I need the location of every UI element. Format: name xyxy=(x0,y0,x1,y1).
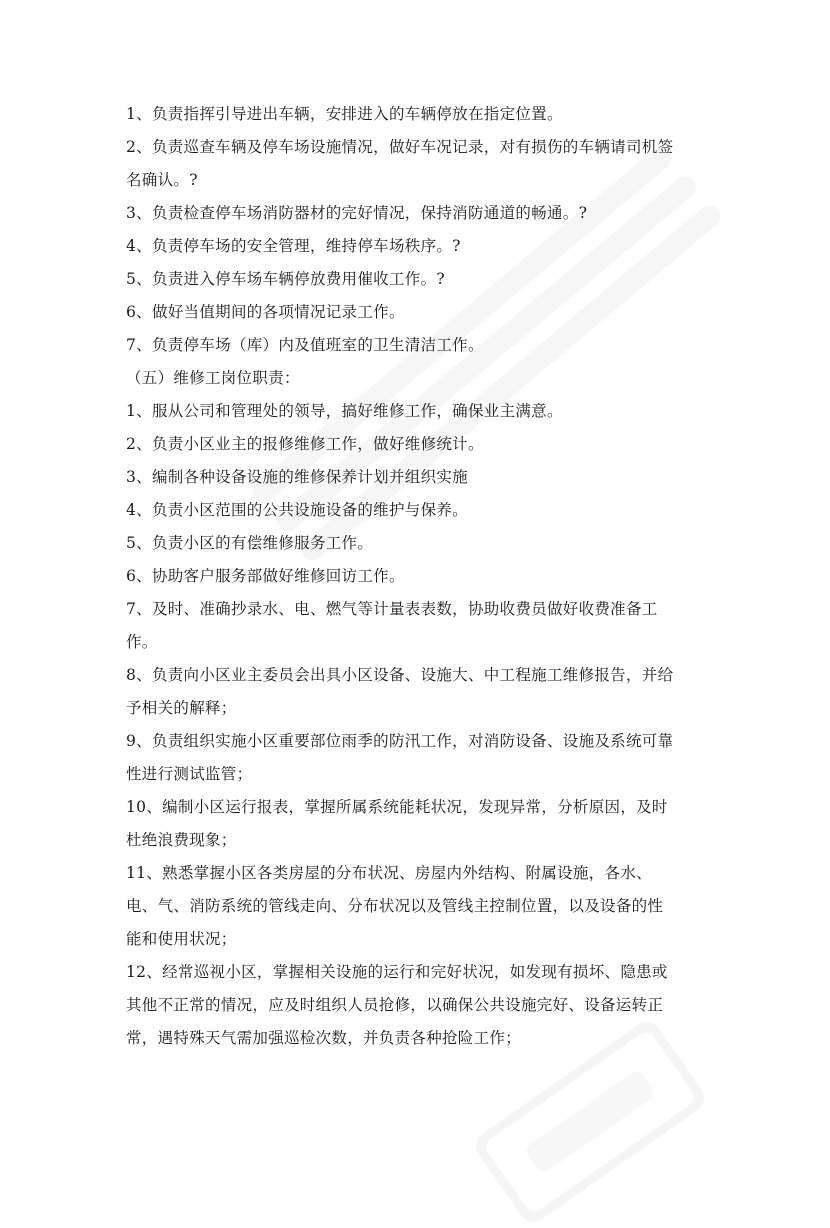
text-line: 6、协助客户服务部做好维修回访工作。 xyxy=(126,567,405,585)
text-line: 6、做好当值期间的各项情况记录工作。 xyxy=(126,303,405,321)
text-line: 名确认。? xyxy=(126,171,198,189)
text-line: 常，遇特殊天气需加强巡检次数，并负责各种抢险工作； xyxy=(126,1029,522,1047)
text-line: 作。 xyxy=(126,633,158,651)
text-line: 其他不正常的情况，应及时组织人员抢修，以确保公共设施完好、设备运转正 xyxy=(126,996,664,1014)
text-line: 10、编制小区运行报表，掌握所属系统能耗状况，发现异常，分析原因，及时 xyxy=(126,798,668,816)
text-line: 1、负责指挥引导进出车辆，安排进入的车辆停放在指定位置。 xyxy=(126,105,563,123)
text-line: 8、负责向小区业主委员会出具小区设备、设施大、中工程施工维修报告，并给 xyxy=(126,666,674,684)
text-line: 12、经常巡视小区，掌握相关设施的运行和完好状况，如发现有损坏、隐患或 xyxy=(126,963,668,981)
text-line: 予相关的解释； xyxy=(126,699,237,717)
text-line: 性进行测试监管； xyxy=(126,765,253,783)
text-line: 4、负责小区范围的公共设施设备的维护与保养。 xyxy=(126,501,468,519)
text-line: 7、负责停车场（库）内及值班室的卫生清洁工作。 xyxy=(126,336,484,354)
text-line: 2、负责巡查车辆及停车场设施情况，做好车况记录，对有损伤的车辆请司机签 xyxy=(126,138,674,156)
text-line: 3、负责检查停车场消防器材的完好情况，保持消防通道的畅通。? xyxy=(126,204,588,222)
document-body xyxy=(126,98,701,1055)
text-line: 11、熟悉掌握小区各类房屋的分布状况、房屋内外结构、附属设施，各水、 xyxy=(126,864,652,882)
text-line: 7、及时、准确抄录水、电、燃气等计量表表数，协助收费员做好收费准备工 xyxy=(126,600,658,618)
text-line: 4、负责停车场的安全管理，维持停车场秩序。? xyxy=(126,237,461,255)
text-line: 能和使用状况； xyxy=(126,930,237,948)
section-heading: （五）维修工岗位职责： xyxy=(126,369,300,387)
text-line: 9、负责组织实施小区重要部位雨季的防汛工作，对消防设备、设施及系统可靠 xyxy=(126,732,674,750)
text-line: 5、负责进入停车场车辆停放费用催收工作。? xyxy=(126,270,445,288)
text-line: 5、负责小区的有偿维修服务工作。 xyxy=(126,534,374,552)
text-line: 1、服从公司和管理处的领导，搞好维修工作，确保业主满意。 xyxy=(126,402,563,420)
text-line: 3、编制各种设备设施的维修保养计划并组织实施 xyxy=(126,468,468,486)
text-line: 2、负责小区业主的报修维修工作，做好维修统计。 xyxy=(126,435,484,453)
text-line: 电、气、消防系统的管线走向、分布状况以及管线主控制位置，以及设备的性 xyxy=(126,897,664,915)
text-line: 杜绝浪费现象； xyxy=(126,831,237,849)
